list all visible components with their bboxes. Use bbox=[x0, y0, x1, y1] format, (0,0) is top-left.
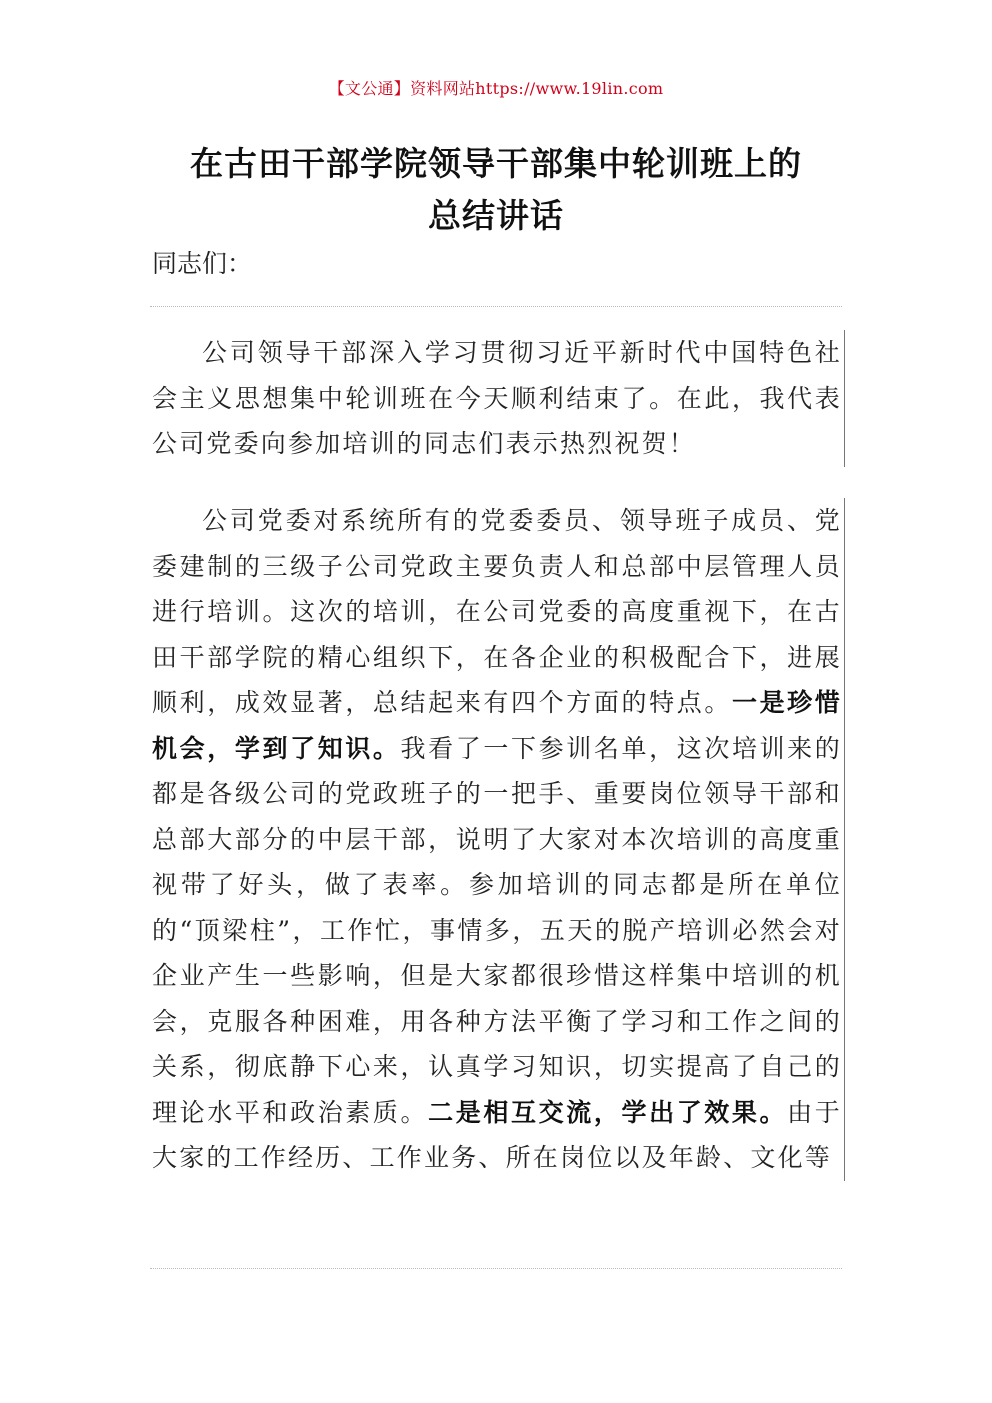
text-area-top-border bbox=[150, 306, 842, 307]
paragraph-text: 公司领导干部深入学习贯彻习近平新时代中国特色社会主义思想集中轮训班在今天顺利结束了。在此，我代表公司党委向参加培训的同志们表示热烈祝贺！ bbox=[152, 338, 842, 458]
paragraph-text: 我看了一下参训名单，这次培训来的都是各级公司的党政班子的一把手、重要岗位领导干部和总部大部分的中层干部，说明了大家对本次培训的高度重视带了好头，做了表率。参加培训的同志都是所在单位的“顶梁柱”，工作忙，事情多，五天的脱产培训必然会对企业产生一些影响，但是大家都很珍惜这样集中培训的机会，克服各种困难，用各种方法平衡了学习和工作之间的关系，彻底静下心来，认真学习知识，切实提高了自己的理论水平和政治素质。 bbox=[152, 733, 842, 1127]
paragraph-1 bbox=[152, 330, 845, 467]
paragraph-2 bbox=[152, 498, 845, 1181]
paragraph-text: 公司党委对系统所有的党委委员、领导班子成员、党委建制的三级子公司党政主要负责人和总部中层管理人员进行培训。这次的培训，在公司党委的高度重视下，在古田干部学院的精心组织下，在各企业的积极配合下，进展顺利，成效显著，总结起来有四个方面的特点。 bbox=[152, 506, 842, 717]
point-heading-1: 一是珍惜机会，学到了知识。 bbox=[152, 688, 843, 763]
text-area-bottom-border bbox=[150, 1268, 842, 1269]
salutation: 同志们： bbox=[152, 249, 253, 278]
site-header[interactable]: 【文公通】资料网站https://www.19lin.com bbox=[328, 79, 664, 98]
document-title-line-2: 总结讲话 bbox=[428, 196, 564, 235]
point-heading-2: 二是相互交流，学出了效果。 bbox=[428, 1097, 788, 1127]
document-title-line-1: 在古田干部学院领导干部集中轮训班上的 bbox=[190, 144, 802, 183]
paragraph-text: 由于大家的工作经历、工作业务、所在岗位以及年龄、文化等 bbox=[152, 1097, 842, 1172]
